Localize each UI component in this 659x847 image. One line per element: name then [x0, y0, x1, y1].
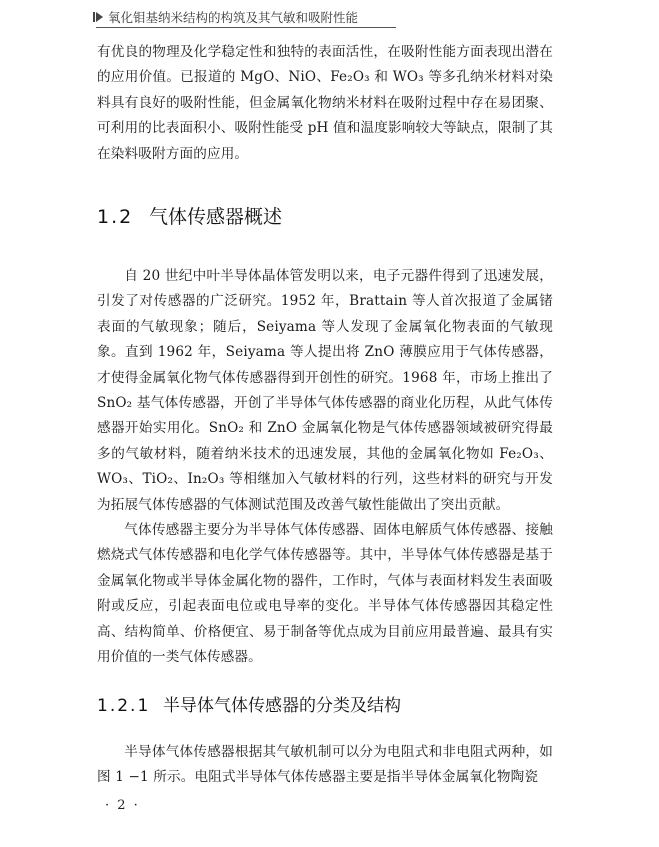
running-header — [96, 6, 396, 28]
page-number: · 2 · — [105, 798, 140, 813]
paragraph-gas-sensor-types: 气体传感器主要分为半导体气体传感器、固体电解质气体传感器、接触燃烧式气体传感器和电化学气体传感器等。其中，半导体气体传感器是基于金属氧化物或半导体金属化物的器件，工作时，气体与表面材料发生表面吸附或反应，引起表面电位或电导率的变化。半导体气体传感器因其稳定性高、结构简单、价格便宜、易于制备等优点成为目前应用最普遍、最具有实用价值的一类气体传感器。 — [97, 522, 553, 666]
paragraph-adsorption-continued: 有优良的物理及化学稳定性和独特的表面活性，在吸附性能方面表现出潜在的应用价值。已报道的 MgO、NiO、Fe₂O₃ 和 WO₃ 等多孔纳米材料对染料具有良好的吸附性能，但金属氧化物纳米材料在吸附过程中存在易团聚、可利用的比表面积小、吸附性能受 pH 值和温度影响较大等缺点，限制了其在染料吸附方面的应用。 — [97, 44, 553, 162]
section-title: 气体传感器概述 — [149, 206, 283, 228]
header-marker-icon — [96, 12, 103, 22]
section-heading-1-2 — [97, 202, 282, 229]
subsection-title: 半导体气体传感器的分类及结构 — [163, 696, 401, 716]
paragraph-semiconductor-classification: 半导体气体传感器根据其气敏机制可以分为电阻式和非电阻式两种，如图 1 −1 所示。电阻式半导体气体传感器主要是指半导体金属氧化物陶瓷 — [97, 744, 553, 786]
running-title: 氧化钼基纳米结构的构筑及其气敏和吸附性能 — [108, 9, 359, 25]
paragraph-gas-sensor-history: 自 20 世纪中叶半导体晶体管发明以来，电子元器件得到了迅速发展，引发了对传感器的广泛研究。1952 年，Brattain 等人首次报道了金属锗表面的气敏现象；随后，Seiyama 等人发现了金属氧化物表面的气敏现象。直到 1962 年，Seiyama 等人提出将 ZnO 薄膜应用于气体传感器，才使得金属氧化物气体传感器得到开创性的研究。1968 年，市场上推出了 SnO₂ 基气体传感器，开创了半导体气体传感器的商业化历程，从此气体传感器开始实用化。SnO₂ 和 ZnO 金属氧化物是气体传感器领域被研究得最多的气敏材料，随着纳米技术的迅速发展，其他的金属氧化物如 Fe₂O₃、WO₃、TiO₂、In₂O₃ 等相继加入气敏材料的行列，这些材料的研究与开发为拓展气体传感器的气体测试范围及改善气敏性能做出了突出贡献。 — [97, 268, 553, 513]
section-heading-1-2-1 — [97, 691, 401, 716]
subsection-number: 1.2.1 — [97, 696, 151, 716]
section-number: 1.2 — [97, 206, 134, 228]
